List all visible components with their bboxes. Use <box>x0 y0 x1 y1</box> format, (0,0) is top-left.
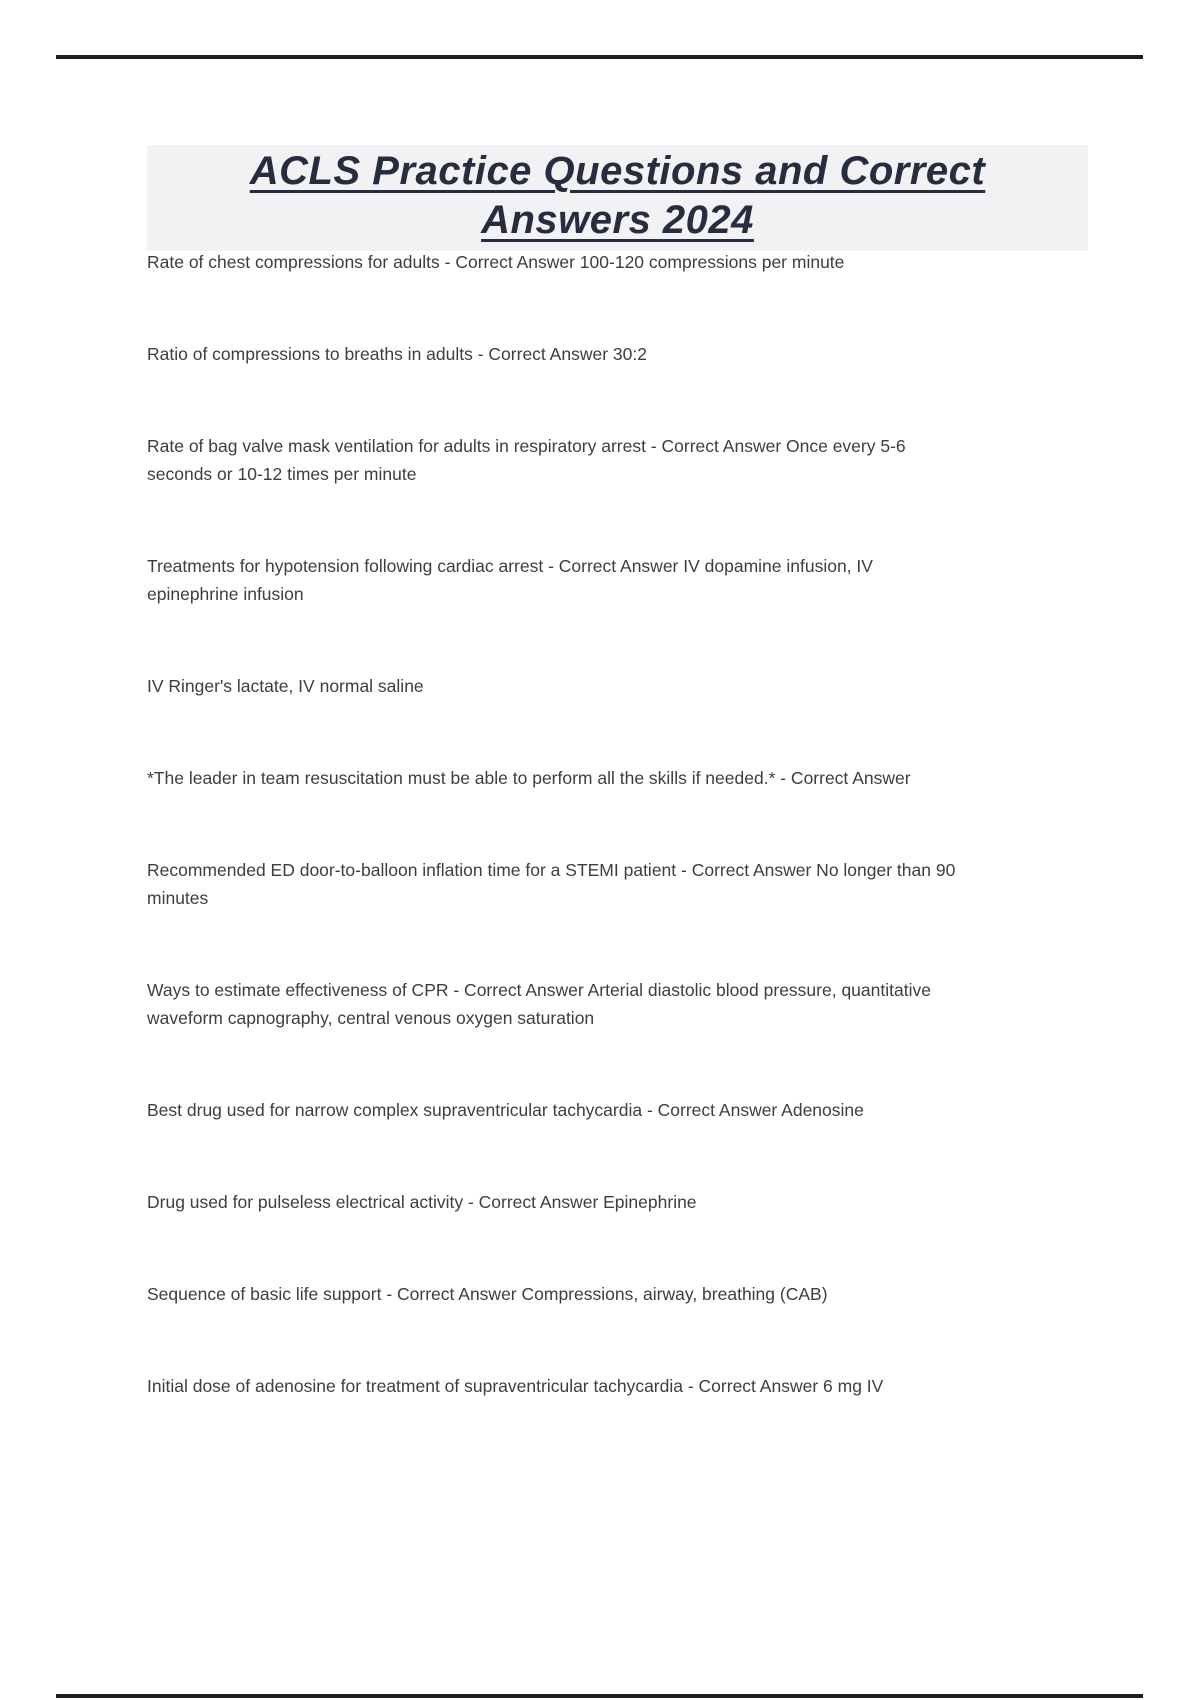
qa-item <box>147 976 1157 1032</box>
qa-line: Initial dose of adenosine for treatment of supraventricular tachycardia - Correct Answer 6 mg IV <box>147 1376 884 1396</box>
qa-line: Rate of chest compressions for adults - Correct Answer 100-120 compressions per minute <box>147 252 845 272</box>
qa-item <box>147 1096 1157 1124</box>
qa-item <box>147 1188 1157 1216</box>
qa-item <box>147 764 1157 792</box>
qa-item <box>147 1372 1157 1400</box>
qa-item <box>147 432 1157 488</box>
qa-line: Sequence of basic life support - Correct Answer Compressions, airway, breathing (CAB) <box>147 1284 828 1304</box>
top-divider <box>56 55 1143 59</box>
title-line-2: Answers 2024 <box>481 198 754 242</box>
qa-line: Best drug used for narrow complex supraventricular tachycardia - Correct Answer Adenosine <box>147 1100 864 1120</box>
qa-item <box>147 552 1157 608</box>
title-line-1: ACLS Practice Questions and Correct <box>249 149 986 193</box>
qa-line: Rate of bag valve mask ventilation for adults in respiratory arrest - Correct Answer Once every 5-6 <box>147 436 906 456</box>
bottom-divider <box>56 1694 1143 1698</box>
qa-line: Treatments for hypotension following cardiac arrest - Correct Answer IV dopamine infusion, IV <box>147 556 873 576</box>
qa-item <box>147 1280 1157 1308</box>
qa-line: Ratio of compressions to breaths in adults - Correct Answer 30:2 <box>147 344 647 364</box>
qa-line: minutes <box>147 888 209 908</box>
qa-item <box>147 340 1157 368</box>
qa-item <box>147 856 1157 912</box>
qa-line: seconds or 10-12 times per minute <box>147 464 417 484</box>
qa-line: Drug used for pulseless electrical activity - Correct Answer Epinephrine <box>147 1192 697 1212</box>
qa-line: waveform capnography, central venous oxygen saturation <box>147 1008 595 1028</box>
qa-item <box>147 672 1157 700</box>
qa-list <box>147 248 1157 1464</box>
qa-line: IV Ringer's lactate, IV normal saline <box>147 676 424 696</box>
qa-line: epinephrine infusion <box>147 584 304 604</box>
document-title <box>147 145 1088 251</box>
qa-item <box>147 248 1157 276</box>
qa-line: *The leader in team resuscitation must be able to perform all the skills if needed.* - Correct Answer <box>147 768 911 788</box>
qa-line: Recommended ED door-to-balloon inflation time for a STEMI patient - Correct Answer No longer than 90 <box>147 860 956 880</box>
qa-line: Ways to estimate effectiveness of CPR - Correct Answer Arterial diastolic blood pressure, quantitative <box>147 980 931 1000</box>
